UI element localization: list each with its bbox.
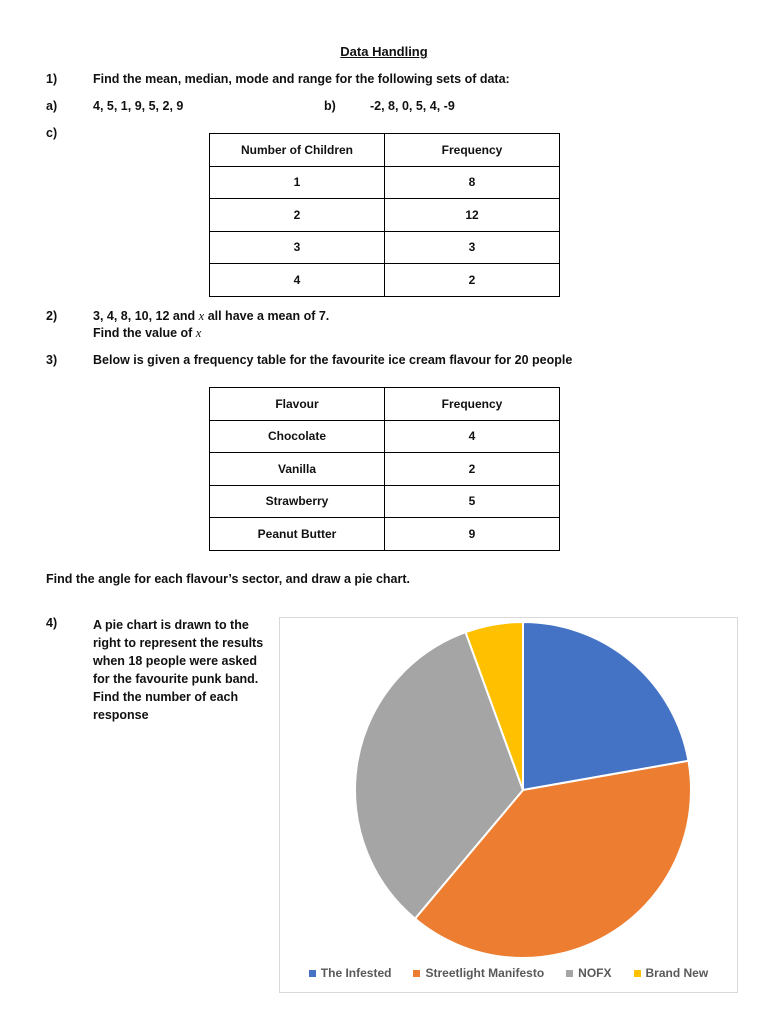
legend-swatch [566,970,573,977]
table-cell: 2 [385,264,560,297]
table-cell: 4 [385,420,560,453]
q1c-label: c) [46,126,58,140]
q2-line2-text: Find the value of [93,326,193,340]
table-cell: 4 [210,264,385,297]
table-cell: 2 [210,199,385,232]
table-header: Flavour [210,388,385,421]
q2-line1 [93,309,329,324]
table-header: Frequency [385,134,560,167]
q3-followup: Find the angle for each flavour’s sector, and draw a pie chart. [46,572,410,586]
table-row [210,166,560,199]
table-row [210,420,560,453]
q4-text [93,616,273,724]
q2-line1-text-end: all have a mean of 7. [207,309,330,323]
table-cell: Vanilla [210,453,385,486]
table-cell: Chocolate [210,420,385,453]
children-frequency-table [209,133,560,297]
legend-item-streetlight-manifesto [413,966,544,980]
q4-number: 4) [46,616,58,630]
table-header: Number of Children [210,134,385,167]
q1-text: Find the mean, median, mode and range for the following sets of data: [93,72,510,86]
table-row [210,485,560,518]
table-cell: 2 [385,453,560,486]
table-cell: 1 [210,166,385,199]
q1b-label: b) [324,99,336,113]
legend-swatch [634,970,641,977]
table-cell: 9 [385,518,560,551]
table-cell: Peanut Butter [210,518,385,551]
q2-number: 2) [46,309,58,323]
q4-line: when 18 people were asked [93,654,257,668]
legend-item-nofx [566,966,611,980]
chart-legend [279,966,738,980]
table-cell: 3 [210,231,385,264]
q2-line2 [93,326,201,341]
table-row [210,231,560,264]
q2-variable: x [198,309,205,323]
table-cell: 3 [385,231,560,264]
q1a-data: 4, 5, 1, 9, 5, 2, 9 [93,99,184,113]
q4-line: response [93,708,149,722]
legend-label: The Infested [320,966,392,980]
table-header: Frequency [385,388,560,421]
page-title: Data Handling [340,44,428,59]
q3-number: 3) [46,353,58,367]
table-row [210,453,560,486]
legend-item-the-infested [309,966,392,980]
q4-line: right to represent the results [93,636,264,650]
table-row [210,199,560,232]
legend-item-brand-new [634,966,709,980]
legend-label: Streetlight Manifesto [425,966,545,980]
q1b-data: -2, 8, 0, 5, 4, -9 [370,99,455,113]
legend-label: NOFX [578,966,612,980]
table-cell: 8 [385,166,560,199]
q4-line: for the favourite punk band. [93,672,259,686]
table-cell: Strawberry [210,485,385,518]
q2-line1-text: 3, 4, 8, 10, 12 and [93,309,196,323]
table-cell: 12 [385,199,560,232]
table-cell: 5 [385,485,560,518]
q4-line: A pie chart is drawn to the [93,618,249,632]
table-row [210,264,560,297]
table-header-row [210,388,560,421]
q4-line: Find the number of each [93,690,239,704]
legend-swatch [413,970,420,977]
legend-swatch [309,970,316,977]
table-header-row [210,134,560,167]
q1-number: 1) [46,72,58,86]
table-row [210,518,560,551]
q1a-label: a) [46,99,58,113]
q3-text: Below is given a frequency table for the favourite ice cream flavour for 20 people [93,353,573,367]
q2-variable-2: x [195,326,202,340]
flavour-frequency-table [209,387,560,551]
legend-label: Brand New [645,966,709,980]
pie-chart [279,617,738,993]
